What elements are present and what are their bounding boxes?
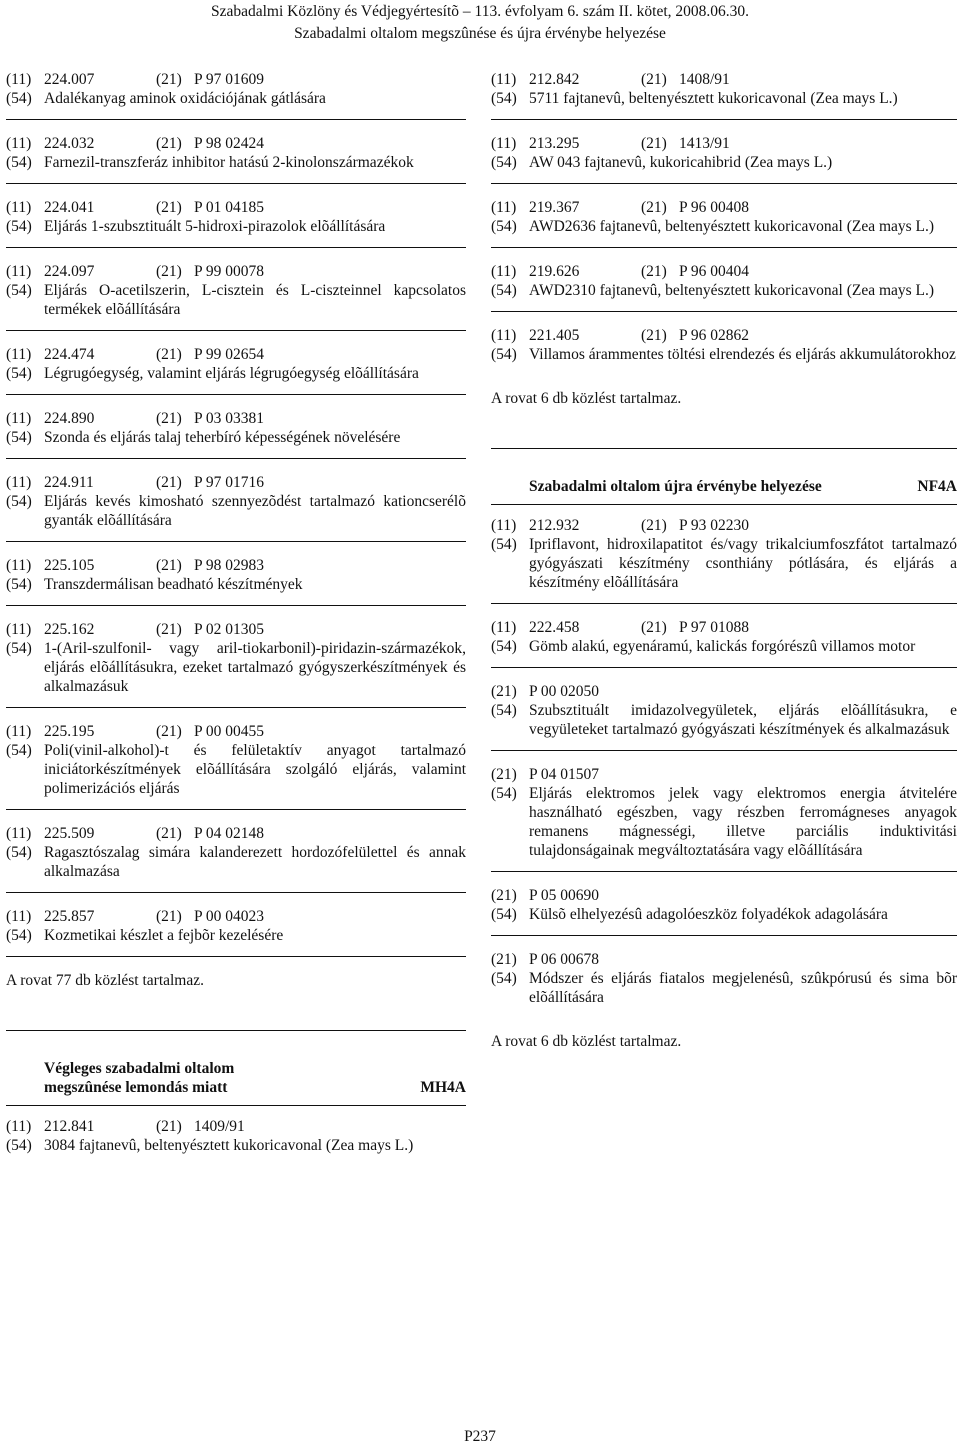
patent-title: Légrugóegység, valamint eljárás légrugóegység elõállítására <box>44 365 419 382</box>
inid-code-11: (11) <box>491 135 517 152</box>
patent-number: 225.195 <box>44 723 95 740</box>
patent-number: 224.097 <box>44 263 95 280</box>
inid-code-21: (21) <box>491 766 517 783</box>
inid-code-54: (54) <box>491 282 517 299</box>
inid-code-21: (21) <box>641 327 667 344</box>
patent-entry <box>6 198 466 248</box>
inid-code-54: (54) <box>491 702 517 719</box>
patent-title: Adalékanyag aminok oxidációjának gátlására <box>44 90 326 107</box>
right-summary-2: A rovat 6 db közlést tartalmaz. <box>491 1033 682 1050</box>
inid-code-21: (21) <box>156 621 182 638</box>
patent-number: 224.041 <box>44 199 95 216</box>
patent-title: Eljárás 1-szubsztituált 5-hidroxi-pirazolok elõállítására <box>44 218 386 235</box>
inid-code-21: (21) <box>491 683 517 700</box>
entry-title-row <box>6 428 466 447</box>
inid-code-11: (11) <box>6 199 32 216</box>
application-number: P 97 01088 <box>679 619 750 636</box>
patent-entry <box>491 765 957 872</box>
inid-code-11: (11) <box>6 263 32 280</box>
entry-title-row <box>491 281 957 300</box>
entry-title-row <box>491 535 957 592</box>
patent-entry <box>491 682 957 751</box>
inid-code-21: (21) <box>641 263 667 280</box>
entry-number-row <box>6 473 466 492</box>
entry-number-row <box>491 70 957 89</box>
patent-entry <box>6 473 466 542</box>
inid-code-11: (11) <box>6 1118 32 1135</box>
inid-code-54: (54) <box>491 536 517 553</box>
right-column <box>491 70 957 1105</box>
inid-code-54: (54) <box>6 282 32 299</box>
patent-title: AW 043 fajtanevû, kukoricahibrid (Zea mays L.) <box>529 154 833 171</box>
patent-entry <box>6 134 466 184</box>
inid-code-21: (21) <box>641 71 667 88</box>
patent-entry <box>491 618 957 668</box>
entry-title-row <box>6 741 466 798</box>
patent-number: 222.458 <box>529 619 580 636</box>
patent-title: 3084 fajtanevû, beltenyésztett kukoricavonal (Zea mays L.) <box>44 1137 414 1154</box>
inid-code-54: (54) <box>6 90 32 107</box>
patent-entry <box>6 345 466 395</box>
patent-title: Szonda és eljárás talaj teherbíró képességének növelésére <box>44 429 401 446</box>
patent-title: Gömb alakú, egyenáramú, kalickás forgórészû villamos motor <box>529 638 916 655</box>
application-number: P 93 02230 <box>679 517 750 534</box>
patent-title: Eljárás O-acetilszerin, L-cisztein és L-ciszteinnel kapcsolatos termékek elõállítására <box>44 282 466 318</box>
patent-number: 225.857 <box>44 908 95 925</box>
patent-title: 5711 fajtanevû, beltenyésztett kukoricavonal (Zea mays L.) <box>529 90 898 107</box>
inid-code-54: (54) <box>6 927 32 944</box>
patent-number: 212.841 <box>44 1118 95 1135</box>
inid-code-54: (54) <box>6 1137 32 1154</box>
entry-number-row <box>6 198 466 217</box>
patent-title: Szubsztituált imidazolvegyületek, eljárás elõállításukra, e vegyületeket tartalmazó gyógyászati készítmények és alkalmazásuk <box>529 702 957 738</box>
entry-title-row <box>6 843 466 881</box>
inid-code-11: (11) <box>491 517 517 534</box>
entry-number-row <box>491 765 957 784</box>
application-number: P 02 01305 <box>194 621 265 638</box>
inid-code-21: (21) <box>641 135 667 152</box>
entry-title-row <box>6 364 466 383</box>
page-header <box>0 0 960 45</box>
application-number: P 01 04185 <box>194 199 265 216</box>
entry-number-row <box>6 824 466 843</box>
entry-number-row <box>6 1117 466 1136</box>
inid-code-54: (54) <box>6 844 32 861</box>
patent-title: AWD2310 fajtanevû, beltenyésztett kukoricavonal (Zea mays L.) <box>529 282 935 299</box>
entry-number-row <box>491 682 957 701</box>
patent-number: 225.105 <box>44 557 95 574</box>
section-heading-line2: megszûnése lemondás miatt <box>44 1079 228 1096</box>
entry-number-row <box>491 326 957 345</box>
entry-number-row <box>491 950 957 969</box>
right-entry-list <box>491 70 957 375</box>
section-heading-mh4a <box>6 1045 466 1106</box>
left-column <box>6 70 466 1180</box>
application-number: P 04 01507 <box>529 766 600 783</box>
patent-number: 219.367 <box>529 199 580 216</box>
inid-code-54: (54) <box>491 906 517 923</box>
patent-number: 224.911 <box>44 474 94 491</box>
entry-title-row <box>491 153 957 172</box>
entry-number-row <box>491 618 957 637</box>
nf4a-entries-granted <box>491 516 957 668</box>
patent-entry <box>491 70 957 120</box>
patent-entry <box>491 134 957 184</box>
entry-title-row <box>6 575 466 594</box>
application-number: P 06 00678 <box>529 951 600 968</box>
patent-entry <box>491 950 957 1018</box>
inid-code-21: (21) <box>156 825 182 842</box>
entry-number-row <box>6 907 466 926</box>
inid-code-54: (54) <box>6 640 32 657</box>
entry-number-row <box>6 262 466 281</box>
patent-title: Ragasztószalag simára kalanderezett hordozófelülettel és annak alkalmazása <box>44 844 466 880</box>
patent-title: Kozmetikai készlet a fejbõr kezelésére <box>44 927 284 944</box>
application-number: P 99 02654 <box>194 346 265 363</box>
patent-entry <box>6 722 466 810</box>
inid-code-11: (11) <box>491 327 517 344</box>
patent-entry <box>6 824 466 893</box>
patent-entry <box>6 1117 466 1166</box>
inid-code-54: (54) <box>6 742 32 759</box>
patent-number: 224.474 <box>44 346 95 363</box>
application-number: P 99 00078 <box>194 263 265 280</box>
patent-number: 221.405 <box>529 327 580 344</box>
section-code: MH4A <box>420 1079 466 1096</box>
patent-entry <box>6 556 466 606</box>
entry-number-row <box>491 262 957 281</box>
entry-number-row <box>6 620 466 639</box>
inid-code-11: (11) <box>6 723 32 740</box>
patent-entry <box>491 198 957 248</box>
inid-code-21: (21) <box>156 557 182 574</box>
inid-code-11: (11) <box>6 71 32 88</box>
patent-number: 212.842 <box>529 71 580 88</box>
inid-code-11: (11) <box>6 346 32 363</box>
entry-number-row <box>6 70 466 89</box>
entry-title-row <box>491 905 957 924</box>
patent-title: Poli(vinil-alkohol)-t és felületaktív anyagot tartalmazó iniciátorkészítmények elõállítására szolgáló eljárás, valamint polimerizációs eljárás <box>44 742 466 797</box>
inid-code-54: (54) <box>6 218 32 235</box>
entry-title-row <box>6 153 466 172</box>
inid-code-21: (21) <box>156 71 182 88</box>
left-summary: A rovat 77 db közlést tartalmaz. <box>6 971 466 1031</box>
page-number: P237 <box>464 1428 496 1445</box>
patent-number: 224.032 <box>44 135 95 152</box>
section-heading-nf4a <box>491 463 957 505</box>
inid-code-21: (21) <box>156 474 182 491</box>
entry-title-row <box>6 639 466 696</box>
patent-title: Külsõ elhelyezésû adagolóeszköz folyadékok adagolására <box>529 906 888 923</box>
entry-title-row <box>491 969 957 1007</box>
inid-code-21: (21) <box>156 346 182 363</box>
application-number: P 98 02424 <box>194 135 265 152</box>
inid-code-11: (11) <box>491 263 517 280</box>
inid-code-21: (21) <box>156 199 182 216</box>
patent-title: Transzdermálisan beadható készítmények <box>44 576 303 593</box>
application-number: P 04 02148 <box>194 825 265 842</box>
header-journal-line: Szabadalmi Közlöny és Védjegyértesítõ – 113. évfolyam 6. szám II. kötet, 2008.06.30. <box>210 3 750 20</box>
patent-entry <box>491 516 957 604</box>
inid-code-54: (54) <box>6 576 32 593</box>
inid-code-11: (11) <box>6 825 32 842</box>
inid-code-21: (21) <box>156 908 182 925</box>
application-number: P 96 00404 <box>679 263 750 280</box>
inid-code-54: (54) <box>491 90 517 107</box>
entry-title-row <box>491 217 957 236</box>
entry-number-row <box>491 516 957 535</box>
inid-code-21: (21) <box>491 887 517 904</box>
patent-title: Farnezil-transzferáz inhibitor hatású 2-kinolonszármazékok <box>44 154 414 171</box>
application-number: 1409/91 <box>194 1118 245 1135</box>
patent-entry <box>6 262 466 331</box>
application-number: P 96 02862 <box>679 327 750 344</box>
inid-code-21: (21) <box>156 263 182 280</box>
entry-title-row <box>6 89 466 108</box>
inid-code-11: (11) <box>6 135 32 152</box>
inid-code-54: (54) <box>6 493 32 510</box>
inid-code-21: (21) <box>156 135 182 152</box>
application-number: P 96 00408 <box>679 199 750 216</box>
section-heading-title: Szabadalmi oltalom újra érvénybe helyezése <box>529 478 822 495</box>
application-number: P 97 01609 <box>194 71 265 88</box>
inid-code-54: (54) <box>491 218 517 235</box>
patent-number: 219.626 <box>529 263 580 280</box>
patent-title: Eljárás elektromos jelek vagy elektromos energia átvitelére használható egészben, vagy részben ferromágneses anyagok remanens mágnességi, illetve parciális induktivitási tulajdonságainak megváltoztatására vagy elõállítására <box>529 785 957 859</box>
entry-number-row <box>6 722 466 741</box>
mh4a-entry-list <box>6 1117 466 1166</box>
application-number: P 98 02983 <box>194 557 265 574</box>
inid-code-11: (11) <box>6 621 32 638</box>
nf4a-entry-list <box>491 516 957 1018</box>
inid-code-54: (54) <box>491 970 517 987</box>
inid-code-54: (54) <box>6 429 32 446</box>
inid-code-54: (54) <box>491 154 517 171</box>
inid-code-21: (21) <box>156 1118 182 1135</box>
entry-number-row <box>491 198 957 217</box>
patent-title: Villamos árammentes töltési elrendezés és eljárás akkumulátorokhoz <box>529 346 956 363</box>
patent-number: 212.932 <box>529 517 580 534</box>
inid-code-11: (11) <box>491 71 517 88</box>
inid-code-11: (11) <box>6 557 32 574</box>
left-entry-list <box>6 70 466 957</box>
patent-number: 225.162 <box>44 621 95 638</box>
entry-number-row <box>491 134 957 153</box>
application-number: P 00 04023 <box>194 908 265 925</box>
inid-code-11: (11) <box>6 474 32 491</box>
entry-title-row <box>6 926 466 945</box>
section-code: NF4A <box>917 478 957 495</box>
inid-code-54: (54) <box>491 785 517 802</box>
section-heading-title <box>6 1059 420 1097</box>
nf4a-entries-applications <box>491 682 957 1018</box>
entry-title-row <box>6 1136 466 1155</box>
entry-title-row <box>491 345 957 364</box>
patent-title: AWD2636 fajtanevû, beltenyésztett kukoricavonal (Zea mays L.) <box>529 218 935 235</box>
inid-code-54: (54) <box>491 346 517 363</box>
entry-title-row <box>491 89 957 108</box>
patent-entry <box>491 262 957 312</box>
patent-number: 213.295 <box>529 135 580 152</box>
inid-code-11: (11) <box>6 908 32 925</box>
patent-title: Módszer és eljárás fiatalos megjelenésû, szûkpórusú és sima bõr elõállítására <box>529 970 957 1006</box>
inid-code-21: (21) <box>156 723 182 740</box>
inid-code-54: (54) <box>6 365 32 382</box>
inid-code-21: (21) <box>156 410 182 427</box>
patent-entry <box>6 907 466 957</box>
patent-entry <box>491 886 957 936</box>
application-number: P 03 03381 <box>194 410 265 427</box>
application-number: 1408/91 <box>679 71 730 88</box>
right-summary-1: A rovat 6 db közlést tartalmaz. <box>491 389 957 449</box>
application-number: 1413/91 <box>679 135 730 152</box>
inid-code-21: (21) <box>641 619 667 636</box>
inid-code-54: (54) <box>491 638 517 655</box>
entry-title-row <box>491 701 957 739</box>
patent-title: Ipriflavont, hidroxilapatitot és/vagy trikalciumfoszfátot tartalmazó gyógyászati készítmény csonthiány pótlására, és eljárás a készítmény elõállítására <box>529 536 957 591</box>
application-number: P 00 00455 <box>194 723 265 740</box>
application-number: P 05 00690 <box>529 887 600 904</box>
inid-code-21: (21) <box>641 199 667 216</box>
entry-title-row <box>6 217 466 236</box>
entry-number-row <box>6 409 466 428</box>
inid-code-21: (21) <box>491 951 517 968</box>
inid-code-11: (11) <box>491 619 517 636</box>
patent-entry <box>6 620 466 708</box>
inid-code-11: (11) <box>491 199 517 216</box>
entry-title-row <box>491 784 957 860</box>
patent-entry <box>6 409 466 459</box>
entry-title-row <box>6 492 466 530</box>
inid-code-11: (11) <box>6 410 32 427</box>
patent-title: Eljárás kevés kimosható szennyezõdést tartalmazó kationcserélõ gyanták elõállítására <box>44 493 466 529</box>
inid-code-21: (21) <box>641 517 667 534</box>
patent-entry <box>6 70 466 120</box>
patent-number: 224.890 <box>44 410 95 427</box>
section-heading-line1: Végleges szabadalmi oltalom <box>44 1060 235 1077</box>
inid-code-54: (54) <box>6 154 32 171</box>
entry-number-row <box>491 886 957 905</box>
patent-title: 1-(Aril-szulfonil- vagy aril-tiokarbonil)-piridazin-származékok, eljárás elõállításukra, ezeket tartalmazó gyógyszerkészítmények és alkalmazásuk <box>44 640 466 695</box>
entry-number-row <box>6 134 466 153</box>
entry-title-row <box>491 637 957 656</box>
entry-number-row <box>6 556 466 575</box>
application-number: P 00 02050 <box>529 683 600 700</box>
patent-entry <box>491 326 957 375</box>
application-number: P 97 01716 <box>194 474 265 491</box>
header-section-line: Szabadalmi oltalom megszûnése és újra érvénybe helyezése <box>294 25 666 42</box>
entry-title-row <box>6 281 466 319</box>
entry-number-row <box>6 345 466 364</box>
patent-number: 224.007 <box>44 71 95 88</box>
patent-number: 225.509 <box>44 825 95 842</box>
